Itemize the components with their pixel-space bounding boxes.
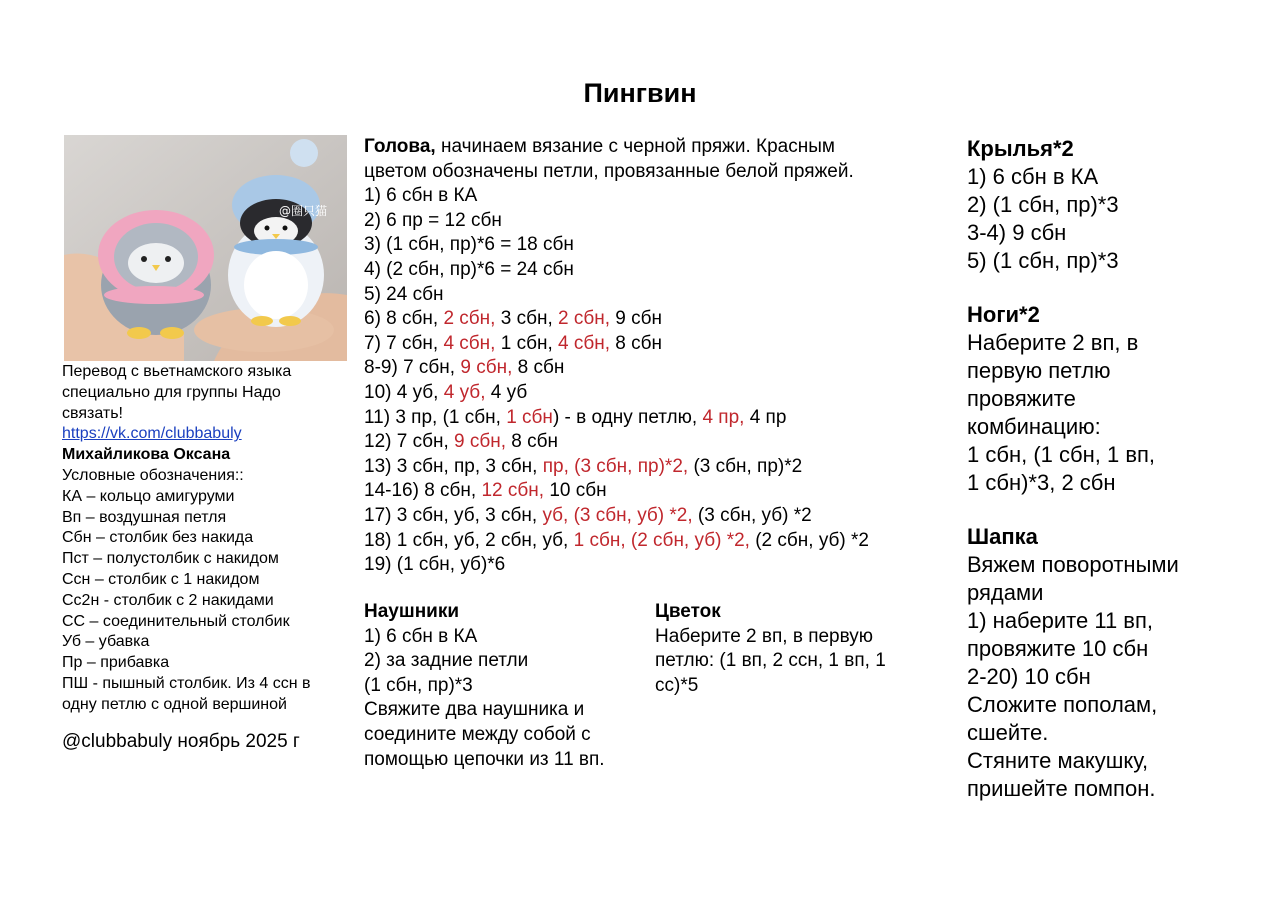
head-row: [364, 529, 944, 554]
earphones-line: соедините между собой с: [364, 723, 591, 745]
wings-line: 3-4) 9 сбн: [967, 220, 1067, 245]
legend-item: СС – соединительный столбик: [62, 612, 290, 630]
legend-title: Условные обозначения::: [62, 466, 244, 484]
head-intro: начинаем вязание с черной пряжи. Красным: [435, 136, 835, 157]
black-yarn-stitches: 1 сбн,: [495, 332, 559, 354]
black-yarn-stitches: 7) 7 сбн,: [364, 332, 444, 354]
black-yarn-stitches: 10 сбн: [544, 480, 607, 502]
legend-item: Ссн – столбик с 1 накидом: [62, 570, 260, 588]
flower-title: Цветок: [655, 601, 721, 622]
photo-watermark: @圈只猫: [279, 204, 328, 218]
black-yarn-stitches: (3 сбн, пр)*2: [688, 455, 803, 477]
black-yarn-stitches: 17) 3 сбн, уб, 3 сбн,: [364, 504, 543, 526]
head-label: Голова,: [364, 136, 436, 157]
black-yarn-stitches: 19) (1 сбн, уб)*6: [364, 554, 506, 576]
hat-line: Вяжем поворотными: [967, 552, 1179, 577]
intro-line: специально для группы Надо: [62, 383, 281, 401]
black-yarn-stitches: 8-9) 7 сбн,: [364, 357, 461, 379]
legend-item: одну петлю с одной вершиной: [62, 695, 287, 713]
white-yarn-stitches: 9 сбн,: [460, 357, 513, 379]
white-yarn-stitches: уб, (3 сбн, уб) *2,: [542, 504, 693, 526]
intro-line: Перевод с вьетнамского языка: [62, 363, 292, 380]
black-yarn-stitches: 9 сбн: [610, 308, 663, 330]
black-yarn-stitches: 11) 3 пр, (1 сбн,: [364, 406, 507, 428]
group-link[interactable]: https://vk.com/clubbabuly: [62, 425, 242, 443]
hat-line: пришейте помпон.: [967, 776, 1156, 801]
black-yarn-stitches: (2 сбн, уб) *2: [749, 529, 869, 551]
head-rows: [364, 184, 944, 578]
flower-line: петлю: (1 вп, 2 ссн, 1 вп, 1: [655, 650, 886, 672]
black-yarn-stitches: 4 пр: [744, 406, 787, 428]
legend-item: ПШ - пышный столбик. Из 4 ссн в: [62, 674, 311, 692]
earphones-line: помощью цепочки из 11 вп.: [364, 748, 605, 770]
head-row: [364, 504, 944, 529]
head-row: [364, 233, 944, 258]
black-yarn-stitches: (3 сбн, уб) *2: [692, 504, 812, 526]
hat-title: Шапка: [967, 524, 1038, 549]
head-row: [364, 283, 944, 308]
white-yarn-stitches: 4 пр,: [702, 406, 745, 428]
legs-line: 1 сбн)*3, 2 сбн: [967, 470, 1116, 495]
hat-line: рядами: [967, 580, 1044, 605]
wings-line: 5) (1 сбн, пр)*3: [967, 248, 1119, 273]
black-yarn-stitches: 5) 24 сбн: [364, 283, 444, 305]
head-row: [364, 381, 944, 406]
black-yarn-stitches: 4 уб: [485, 381, 528, 403]
wings-line: 1) 6 сбн в КА: [967, 164, 1099, 189]
black-yarn-stitches: 8 сбн: [506, 431, 559, 453]
legend-item: Уб – убавка: [62, 633, 150, 651]
head-row: [364, 332, 944, 357]
black-yarn-stitches: 13) 3 сбн, пр, 3 сбн,: [364, 455, 543, 477]
earphones-line: 2) за задние петли: [364, 650, 529, 672]
black-yarn-stitches: 12) 7 сбн,: [364, 431, 455, 453]
legs-line: комбинацию:: [967, 414, 1101, 439]
earphones-line: (1 сбн, пр)*3: [364, 674, 473, 696]
legend-item: КА – кольцо амигуруми: [62, 487, 235, 505]
earphones-line: Свяжите два наушника и: [364, 699, 585, 721]
head-row: [364, 455, 944, 480]
head-row: [364, 430, 944, 455]
flower-line: Наберите 2 вп, в первую: [655, 625, 874, 647]
earphones-title: Наушники: [364, 601, 460, 622]
hat-line: Стяните макушку,: [967, 748, 1149, 773]
legs-line: 1 сбн, (1 сбн, 1 вп,: [967, 442, 1156, 467]
hat-line: 1) наберите 11 вп,: [967, 608, 1154, 633]
legend-item: Пст – полустолбик с накидом: [62, 550, 279, 568]
wings-title: Крылья*2: [967, 136, 1074, 161]
black-yarn-stitches: 10) 4 уб,: [364, 381, 444, 403]
white-yarn-stitches: 1 сбн: [506, 406, 553, 428]
black-yarn-stitches: 8 сбн: [610, 332, 663, 354]
black-yarn-stitches: 3) (1 сбн, пр)*6 = 18 сбн: [364, 234, 574, 256]
head-intro-2: цветом обозначены петли, провязанные белой пряжей.: [364, 160, 854, 182]
hat-line: сшейте.: [967, 720, 1049, 745]
legend-item: Пр – прибавка: [62, 654, 170, 672]
white-yarn-stitches: 1 сбн, (2 сбн, уб) *2,: [573, 529, 750, 551]
footer-credit: @clubbabuly ноябрь 2025 г: [62, 730, 300, 752]
legs-line: первую петлю: [967, 358, 1111, 383]
hat-section: [967, 523, 1227, 803]
head-row: [364, 356, 944, 381]
right-column: [967, 135, 1227, 829]
black-yarn-stitches: 4) (2 сбн, пр)*6 = 24 сбн: [364, 258, 574, 280]
intro-line: связать!: [62, 404, 123, 422]
head-section: [364, 135, 944, 578]
white-yarn-stitches: 2 сбн,: [558, 308, 611, 330]
earphones-section: [364, 600, 644, 772]
head-row: [364, 184, 944, 209]
flower-section: [655, 600, 930, 698]
left-column: [62, 362, 352, 752]
legend-item: Сс2н - столбик с 2 накидами: [62, 591, 274, 609]
white-yarn-stitches: 2 сбн,: [443, 308, 496, 330]
author-name: Михайликова Оксана: [62, 446, 231, 464]
wings-line: 2) (1 сбн, пр)*3: [967, 192, 1119, 217]
black-yarn-stitches: 3 сбн,: [495, 308, 559, 330]
head-row: [364, 258, 944, 283]
black-yarn-stitches: 8 сбн: [512, 357, 565, 379]
black-yarn-stitches: 2) 6 пр = 12 сбн: [364, 209, 502, 231]
head-row: [364, 553, 944, 578]
hat-line: провяжите 10 сбн: [967, 636, 1149, 661]
head-row: [364, 479, 944, 504]
white-yarn-stitches: пр, (3 сбн, пр)*2,: [542, 455, 689, 477]
legend-item: Вп – воздушная петля: [62, 508, 227, 526]
legs-title: Ноги*2: [967, 302, 1040, 327]
white-yarn-stitches: 4 уб,: [443, 381, 486, 403]
white-yarn-stitches: 12 сбн,: [481, 480, 545, 502]
white-yarn-stitches: 9 сбн,: [454, 431, 507, 453]
white-yarn-stitches: 4 сбн,: [558, 332, 611, 354]
black-yarn-stitches: 1) 6 сбн в КА: [364, 185, 478, 207]
head-row: [364, 307, 944, 332]
penguin-photo: [64, 135, 347, 361]
head-row: [364, 209, 944, 234]
earphones-line: 1) 6 сбн в КА: [364, 625, 478, 647]
legs-line: провяжите: [967, 386, 1076, 411]
black-yarn-stitches: ) - в одну петлю,: [552, 406, 703, 428]
legs-line: Наберите 2 вп, в: [967, 330, 1139, 355]
black-yarn-stitches: 6) 8 сбн,: [364, 308, 444, 330]
hat-line: 2-20) 10 сбн: [967, 664, 1091, 689]
white-yarn-stitches: 4 сбн,: [443, 332, 496, 354]
black-yarn-stitches: 18) 1 сбн, уб, 2 сбн, уб,: [364, 529, 574, 551]
legend-item: Сбн – столбик без накида: [62, 529, 254, 547]
page-title: Пингвин: [583, 78, 697, 108]
black-yarn-stitches: 14-16) 8 сбн,: [364, 480, 482, 502]
flower-line: сс)*5: [655, 674, 699, 696]
head-row: [364, 406, 944, 431]
wings-section: [967, 135, 1227, 275]
hat-line: Сложите пополам,: [967, 692, 1158, 717]
legs-section: [967, 301, 1227, 497]
